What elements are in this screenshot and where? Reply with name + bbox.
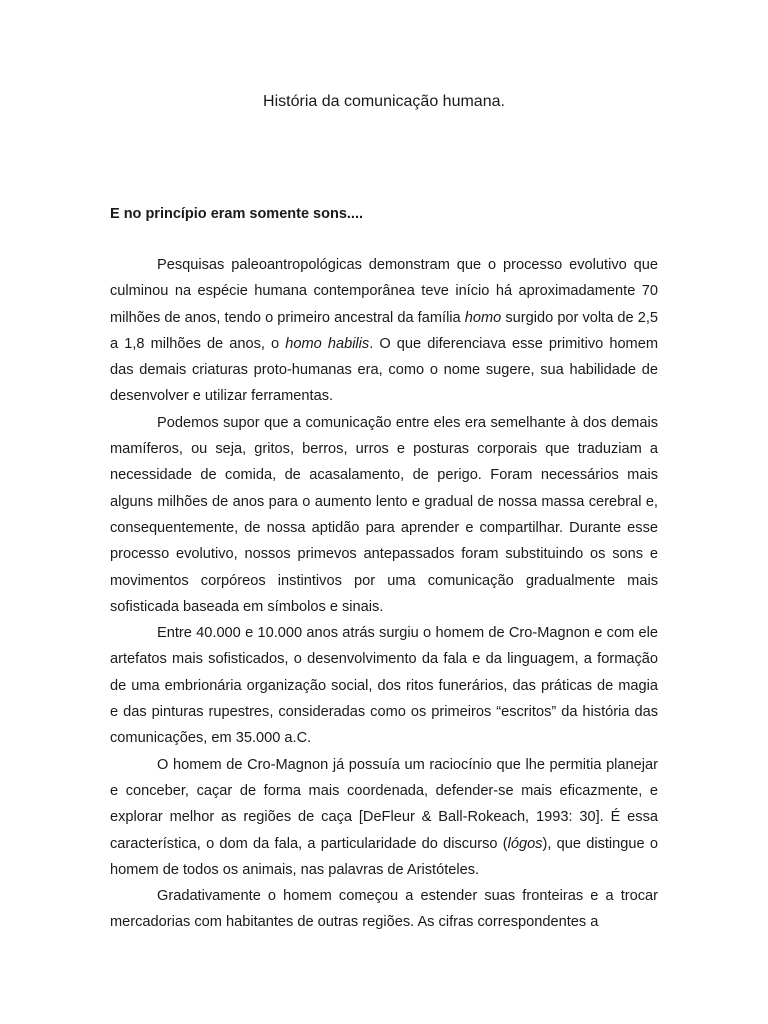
section-heading: E no princípio eram somente sons.... [110,206,363,222]
paragraph-1-italic-homo-habilis: homo habilis [285,335,370,352]
paragraph-2: Podemos supor que a comunicação entre eles era semelhante à dos demais mamíferos, ou seja, gritos, berros, urros e posturas corporais que traduziam a necessidade de comida, de acasalamento, de perigo. Foram necessários mais alguns milhões de anos para o aumento lento e gradual de nossa massa cerebral e, consequentemente, de nossa aptidão para aprender e compartilhar. Durante esse processo evolutivo, nossos primevos antepassados foram substituindo os sons e movimentos corpóreos instintivos por uma comunicação gradualmente mais sofisticada baseada em símbolos e sinais. [110,414,658,615]
paragraph-4-text-b: ), que distingue o homem de todos os animais, nas palavras de Aristóteles. [110,835,658,878]
paragraph-5: Gradativamente o homem começou a estender suas fronteiras e a trocar mercadorias com habitantes de outras regiões. As cifras correspondentes a [110,888,658,931]
paragraph-4-text-a: O homem de Cro-Magnon já possuía um raciocínio que lhe permitia planejar e conceber, caçar de forma mais coordenada, defender-se mais eficazmente, e explorar melhor as regiões de caça [DeFleur & Ball-Rokeach, 1993: 30]. É essa característica, o dom da fala, a particularidade do discurso ( [110,756,658,852]
document-title-text: História da comunicação humana [263,93,501,110]
document-body [110,252,658,936]
paragraph-1 [110,252,658,410]
document-title-period: . [500,93,505,110]
document-title [0,92,768,112]
paragraph-1-text-b: surgido por volta de 2,5 a 1,8 milhões de anos, o [110,309,659,352]
paragraph-3: Entre 40.000 e 10.000 anos atrás surgiu o homem de Cro-Magnon e com ele artefatos mais sofisticados, o desenvolvimento da fala e da linguagem, a formação de uma embrionária organização social, dos ritos funerários, das práticas de magia e das pinturas rupestres, consideradas como os primeiros “escritos” da história das comunicações, em 35.000 a.C. [110,625,658,747]
paragraph-1-text-a: Pesquisas paleoantropológicas demonstram que o processo evolutivo que culminou na espécie humana contemporânea teve início há aproximadamente 70 milhões de anos, tendo o primeiro ancestral da família [110,257,658,326]
paragraph-4 [110,752,658,883]
paragraph-4-italic-logos: lógos [507,835,543,852]
paragraph-1-text-c: . O que diferenciava esse primitivo homem das demais criaturas proto-humanas era, como o nome sugere, sua habilidade de desenvolver e utilizar ferramentas. [110,335,658,405]
paragraph-1-italic-homo: homo [464,309,502,326]
